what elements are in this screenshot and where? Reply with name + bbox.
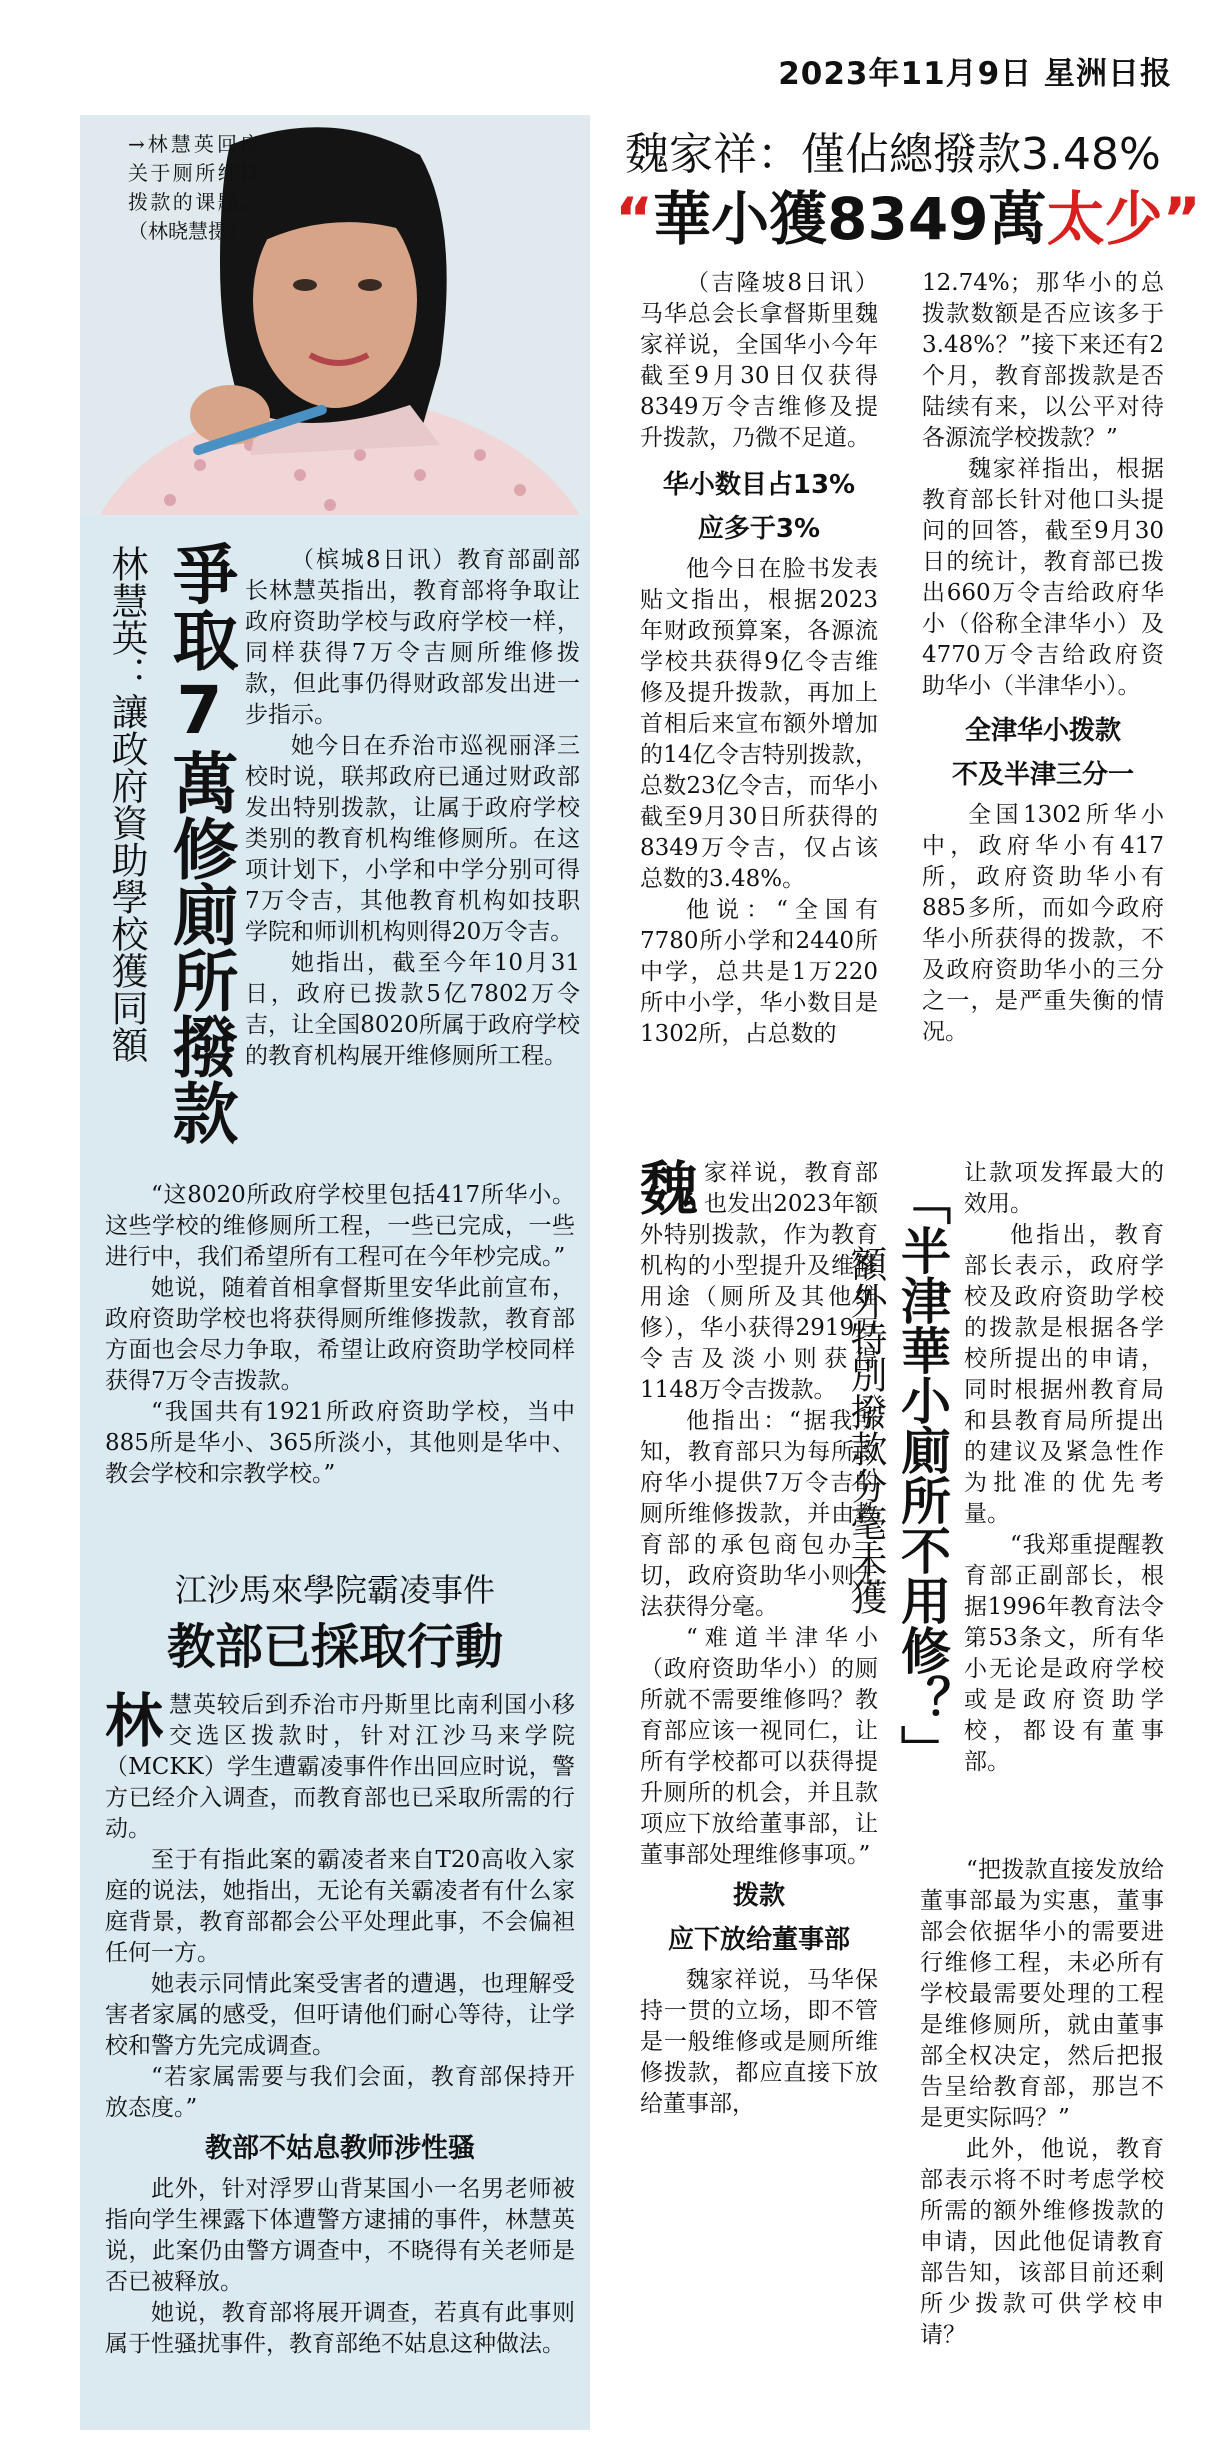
right-headline <box>615 172 1201 256</box>
right-column-4 <box>964 1158 1164 1778</box>
r-c3-paragraph-2: 他指出：“据我所知，教育部只为每所政府华小提供7万令吉的厕所维修拨款，并由教育部的承包商包办一切，政府资助华小则无法获得分毫。 <box>640 1408 878 1620</box>
r-c3-dropcap: 魏 <box>640 1155 699 1223</box>
r-c2-subheading-b: 不及半津三分一 <box>951 760 1134 790</box>
r-c1-paragraph-3: 他说：“全国有7780所小学和2440所中学，总共是1万220所中小学，华小数目是1302所，占总数的 <box>640 897 878 1047</box>
story2-headline: 教部已採取行動 <box>166 1619 503 1675</box>
r-c3-paragraph-3: “难道半津华小（政府资助华小）的厕所就不需要维修吗？教育部应该一视同仁，让所有学校都可以获得提升厕所的机会，并且款项应下放给董事部，让董事部处理维修事项。” <box>640 1625 878 1868</box>
left-body-wide <box>105 1180 575 1490</box>
right-headline-red: 太少 <box>1046 185 1163 253</box>
headline-quote-open: “ <box>615 185 654 253</box>
right-column-4-wide <box>920 1855 1164 2351</box>
story2-paragraph-1-text: 慧英较后到乔治市丹斯里比南利国小移交选区拨款时，针对江沙马来学院（MCKK）学生遭霸凌事件作出回应时说，警方已经介入调查，而教育部也已采取所需的行动。 <box>105 1692 575 1842</box>
left-headline-sub: 林慧英：讓政府資助學校獲同額 <box>105 545 148 1063</box>
r-c4-paragraph-1: 让款项发挥最大的效用。 <box>964 1160 1164 1217</box>
left-paragraph-4: “这8020所政府学校里包括417所华小。这些学校的维修厕所工程，一些已完成，一些进行中，我们希望所有工程可在今年杪完成。” <box>105 1182 575 1270</box>
left-paragraph-5: 她说，随着首相拿督斯里安华此前宣布，政府资助学校也将获得厕所维修拨款，教育部方面也会尽力争取，希望让政府资助学校同样获得7万令吉拨款。 <box>105 1275 575 1394</box>
r-c2-paragraph-3: 全国1302所华小中，政府华小有417所，政府资助华小有885多所，而如今政府华小所获得的拨款，不及政府资助华小的三分之一，是严重失衡的情况。 <box>922 802 1164 1045</box>
left-paragraph-2: 她今日在乔治市巡视丽泽三校时说，联邦政府已通过财政部发出特别拨款，让属于政府学校类别的教育机构维修厕所。在这项计划下，小学和中学分别可得7万令吉，其他教育机构如技职学院和师训机构则得20万令吉。 <box>245 733 580 945</box>
left-body-top <box>245 545 580 1072</box>
r-c4-paragraph-3: “我郑重提醒教育部正副部长，根据1996年教育法令第53条文，所有华小无论是政府学校或是政府资助学校，都设有董事部。 <box>964 1532 1164 1775</box>
r-c4-paragraph-2: 他指出，教育部长表示，政府学校及政府资助学校的拨款是根据各学校所提出的申请，同时根据州教育局和县教育局所提出的建议及紧急性作为批准的优先考量。 <box>964 1222 1164 1527</box>
story2-dropcap: 林 <box>105 1687 164 1755</box>
r-c3-paragraph-1-text: 家祥说，教育部也发出2023年额外特别拨款，作为教育机构的小型提升及维修用途（厕所及其他维修），华小获得2919万令吉及淡小则获得1148万令吉拨款。 <box>640 1160 878 1403</box>
story2-paragraph-4: “若家属需要与我们会面，教育部保持开放态度。” <box>105 2064 575 2121</box>
r-c2-paragraph-1: 12.74%；那华小的总拨款数额是否应该多于3.48%？”接下来还有2个月，教育部拨款是否陆续有来，以公平对待各源流学校拨款？” <box>922 270 1164 451</box>
r-c2-subheading-a: 全津华小拨款 <box>964 716 1121 746</box>
left-headline-main: 爭取7萬修廁所撥款 <box>161 540 238 1145</box>
story2-paragraph-1 <box>105 1687 575 1845</box>
story2-paragraph-2: 至于有指此案的霸凌者来自T20高收入家庭的说法，她指出，无论有关霸凌者有什么家庭背景，教育部都会公平处理此事，不会偏袒任何一方。 <box>105 1847 575 1966</box>
vertical-headline-main: 「半津華小廁所不用修？」 <box>893 1175 951 1775</box>
dateline: 2023年11月9日 星洲日报 <box>778 56 1172 92</box>
story2-paragraph-6: 她说，教育部将展开调查，若真有此事则属于性骚扰事件，教育部绝不姑息这种做法。 <box>105 2300 575 2357</box>
story2-kicker: 江沙馬來學院霸凌事件 <box>174 1571 495 1609</box>
story2-body <box>105 1687 575 2360</box>
r-c3-paragraph-4: 魏家祥说，马华保持一贯的立场，即不管是一般维修或是厕所维修拨款，都应直接下放给董事部， <box>640 1967 878 2117</box>
r-c1-paragraph-2: 他今日在脸书发表贴文指出，根据2023年财政预算案，各源流学校共获得9亿令吉维修及提升拨款，再加上首相后来宣布额外增加的14亿令吉特别拨款，总数23亿令吉，而华小截至9月30日所获得的8349万令吉，仅占该总数的3.48%。 <box>640 556 878 892</box>
headline-quote-close: ” <box>1162 185 1201 253</box>
r-c3-subheading-b: 应下放给董事部 <box>667 1925 850 1955</box>
r-c4-paragraph-5: 此外，他说，教育部表示将不时考虑学校所需的额外维修拨款的申请，因此他促请教育部告知，该部目前还剩所少拨款可供学校申请？ <box>920 2136 1164 2348</box>
r-c2-paragraph-2: 魏家祥指出，根据教育部长针对他口头提问的回答，截至9月30日的统计，教育部已拨出660万令吉给政府华小（俗称全津华小）及4770万令吉给政府资助华小（半津华小）。 <box>922 456 1164 699</box>
vertical-headline-sub: 額外特別撥款分毫未獲 <box>844 1245 887 1615</box>
left-paragraph-3: 她指出，截至今年10月31日，政府已拨款5亿7802万令吉，让全国8020所属于政府学校的教育机构展开维修厕所工程。 <box>245 950 580 1069</box>
right-headline-main: 華小獲8349萬 <box>653 185 1047 253</box>
left-paragraph-6: “我国共有1921所政府资助学校，当中885所是华小、365所淡小，其他则是华中、教会学校和宗教学校。” <box>105 1399 575 1487</box>
story2-paragraph-3: 她表示同情此案受害者的遭遇，也理解受害者家属的感受，但吁请他们耐心等待，让学校和警方先完成调查。 <box>105 1971 575 2059</box>
story2-subheading: 教部不姑息教师涉性骚 <box>205 2133 475 2164</box>
right-column-1 <box>640 268 878 1050</box>
right-headline-kicker: 魏家祥：僅佔總撥款3.48% <box>625 129 1161 180</box>
photo-caption: →林慧英回应关于厕所维修拨款的课题。（林晓慧摄） <box>128 132 260 243</box>
r-c1-subheading-b: 应多于3% <box>697 514 821 544</box>
r-c4-paragraph-4: “把拨款直接发放给董事部最为实惠，董事部会依据华小的需要进行维修工程，未必所有学校最需要处理的工程是维修厕所，就由董事部全权决定，然后把报告呈给教育部，那岂不是更实际吗？” <box>920 1857 1164 2131</box>
r-c1-paragraph-1: （吉隆坡8日讯）马华总会长拿督斯里魏家祥说，全国华小今年截至9月30日仅获得8349万令吉维修及提升拨款，乃微不足道。 <box>640 270 878 451</box>
left-paragraph-1: （槟城8日讯）教育部副部长林慧英指出，教育部将争取让政府资助学校与政府学校一样，同样获得7万令吉厕所维修拨款，但此事仍得财政部发出进一步指示。 <box>245 547 580 728</box>
r-c1-subheading-a: 华小数目占13% <box>662 470 856 500</box>
story2-paragraph-5: 此外，针对浮罗山背某国小一名男老师被指向学生裸露下体遭警方逮捕的事件，林慧英说，此案仍由警方调查中，不晓得有关老师是否已被释放。 <box>105 2176 575 2295</box>
r-c3-subheading-a: 拨款 <box>732 1881 785 1911</box>
right-column-2 <box>922 268 1164 1048</box>
